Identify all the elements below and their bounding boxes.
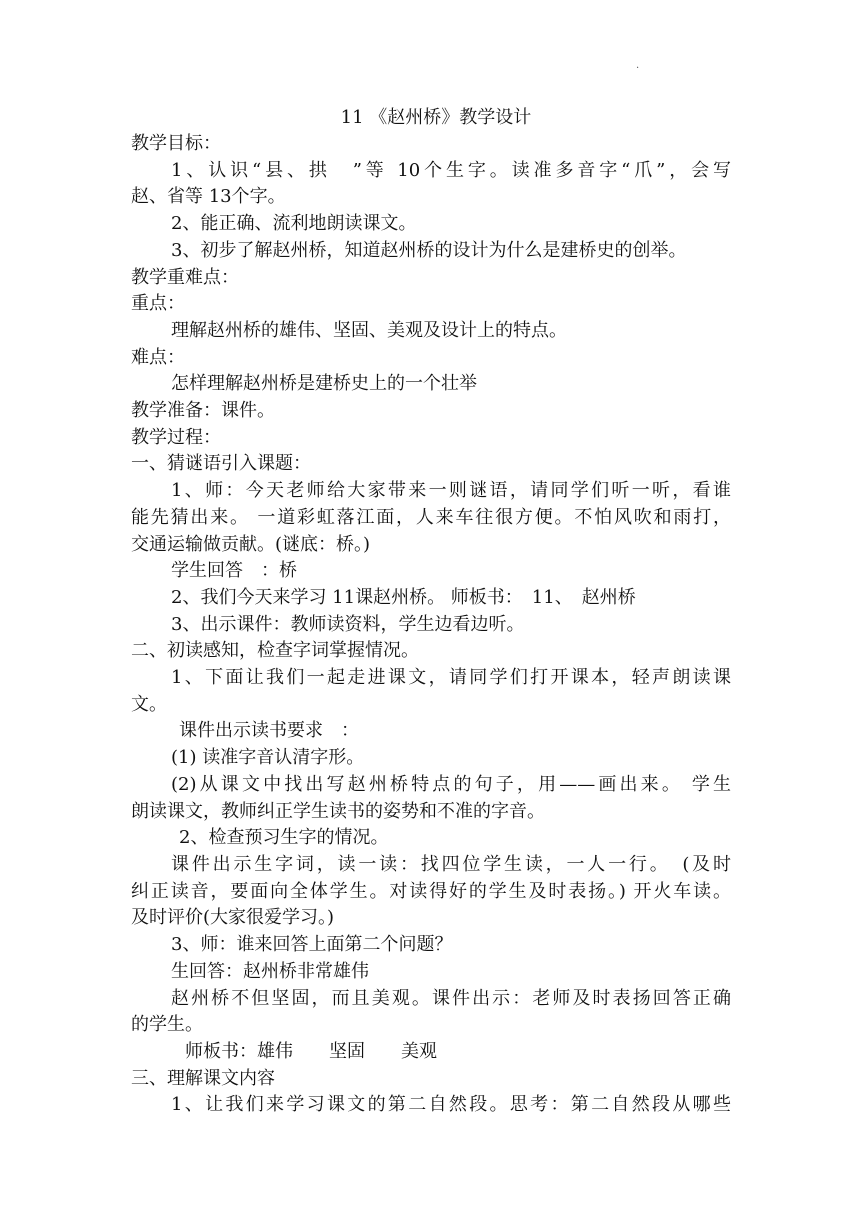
text-line: 赵、省等 13个字。 (131, 186, 286, 208)
text-line: 赵州桥不但坚固，而且美观。课件出示：老师及时表扬回答正确 (171, 987, 731, 1009)
text-line: 2、能正确、流利地朗读课文。 (171, 213, 417, 235)
text-line: 二、初读感知，检查字词掌握情况。 (131, 640, 419, 662)
text-line: 及时评价(大家很爱学习。) (131, 907, 335, 929)
corner-dot: . (636, 60, 640, 71)
text-line: 教学过程： (131, 426, 221, 448)
text-line: 1、让我们来学习课文的第二自然段。思考：第二自然段从哪些 (171, 1094, 731, 1116)
text-line: 的学生。 (131, 1014, 203, 1036)
text-line: 朗读课文，教师纠正学生读书的姿势和不准的字音。 (131, 800, 545, 822)
text-lines (131, 131, 731, 1119)
text-line: (2)从课文中找出写赵州桥特点的句子，用——画出来。 学生 (171, 773, 731, 795)
text-line: 教学重难点： (131, 266, 239, 288)
document-title: 11 《赵州桥》教学设计 (340, 107, 532, 128)
text-line: 课件出示读书要求 ： (179, 720, 359, 742)
text-line: 1、下面让我们一起走进课文，请同学们打开课本，轻声朗读课 (171, 667, 731, 689)
text-line: 课件出示生字词，读一读：找四位学生读，一人一行。 (及时 (171, 853, 731, 875)
text-line: 纠正读音，要面向全体学生。对读得好的学生及时表扬。) 开火车读。 (131, 880, 731, 902)
text-line: (1) 读准字音认清字形。 (171, 747, 365, 769)
text-line: 三、理解课文内容 (131, 1067, 275, 1089)
text-line: 3、出示课件：教师读资料，学生边看边听。 (171, 613, 525, 635)
text-line: 一、猜谜语引入课题： (131, 453, 311, 475)
text-line: 2、检查预习生字的情况。 (179, 827, 389, 849)
text-line: 教学目标： (131, 133, 221, 154)
text-line: 师板书：雄伟 坚固 美观 (185, 1040, 437, 1062)
text-line: 能先猜出来。 一道彩虹落江面，人来车往很方便。不怕风吹和雨打， (131, 506, 731, 528)
text-line: 生回答：赵州桥非常雄伟 (171, 960, 369, 982)
text-line: 难点： (131, 346, 185, 368)
text-line: 2、我们今天来学习 11课赵州桥。 师板书： 11、 赵州桥 (171, 586, 636, 608)
text-line: 重点： (131, 293, 185, 315)
document-body (131, 104, 731, 1119)
text-line: 教学准备：课件。 (131, 400, 275, 422)
text-line: 学生回答 ：桥 (171, 560, 297, 582)
text-line: 理解赵州桥的雄伟、坚固、美观及设计上的特点。 (171, 319, 567, 341)
text-line: 文。 (131, 693, 167, 715)
text-line: 1、师：今天老师给大家带来一则谜语，请同学们听一听，看谁 (171, 480, 731, 502)
text-line: 怎样理解赵州桥是建桥史上的一个壮举 (171, 373, 477, 395)
text-line: 3、初步了解赵州桥，知道赵州桥的设计为什么是建桥史的创举。 (171, 239, 687, 261)
text-line: 1、认识“县、拱 ”等 10个生字。读准多音字“爪”，会写 (171, 159, 731, 181)
text-line: 3、师：谁来回答上面第二个问题？ (171, 934, 453, 956)
text-line: 交通运输做贡献。(谜底：桥。) (131, 533, 371, 555)
